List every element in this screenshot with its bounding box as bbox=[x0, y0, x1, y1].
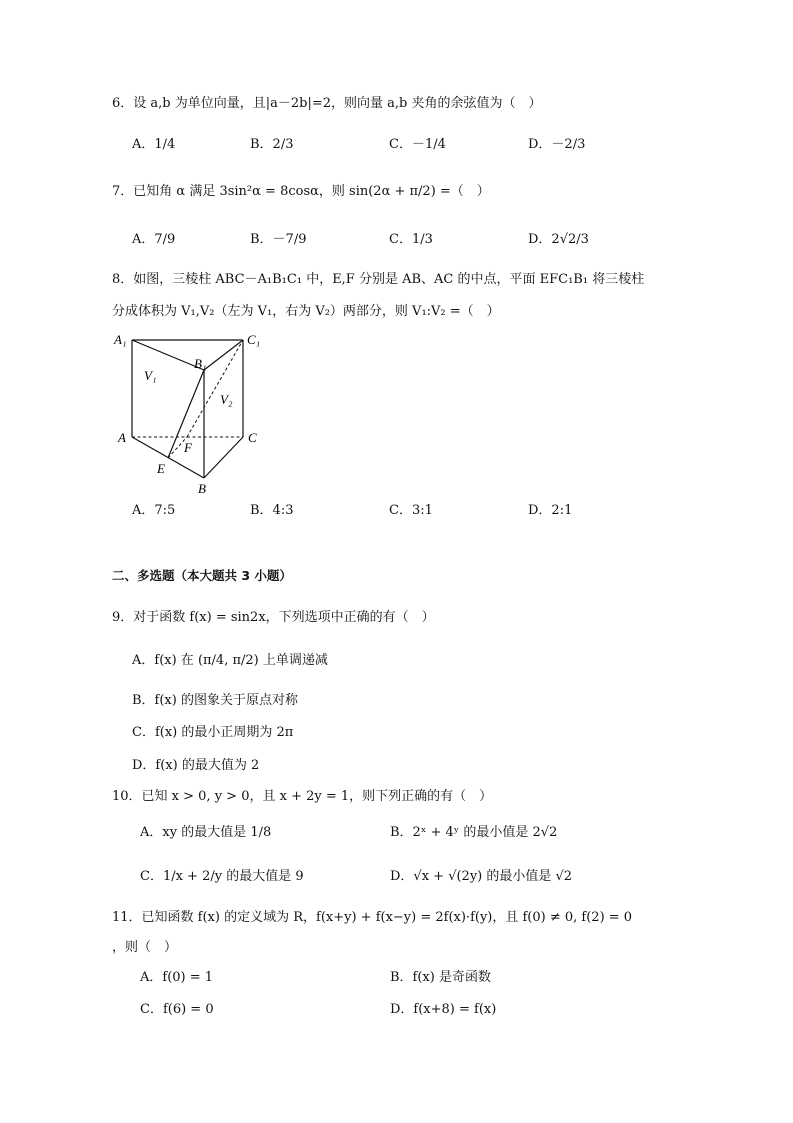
section-heading-multiple-choice: 二、多选题（本大题共 3 小题） bbox=[112, 568, 292, 583]
label-a1: A₁ bbox=[114, 332, 127, 347]
prism-figure bbox=[110, 328, 270, 498]
q10-option-c: C．1/x + 2/y 的最大值是 9 bbox=[140, 869, 304, 884]
q11-option-a: A．f(0) = 1 bbox=[140, 970, 214, 985]
q10-option-a: A．xy 的最大值是 1/8 bbox=[140, 825, 272, 840]
q6-option-a: A．1/4 bbox=[132, 137, 176, 152]
label-v1: V₁ bbox=[144, 368, 157, 383]
q9-option-a: A．f(x) 在 (π/4, π/2) 上单调递减 bbox=[132, 653, 328, 668]
q7-option-d: D．2√2/3 bbox=[528, 232, 589, 247]
q11-stem-line2: ，则（ ） bbox=[112, 940, 178, 955]
q7-stem: 7．已知角 α 满足 3sin²α = 8cosα，则 sin(2α + π/2) =（ ） bbox=[112, 184, 490, 199]
q11-stem-line1: 11．已知函数 f(x) 的定义域为 R，f(x+y) + f(x−y) = 2f(x)·f(y)，且 f(0) ≠ 0, f(2) = 0 bbox=[112, 910, 633, 925]
q8-stem-line1: 8．如图，三棱柱 ABC－A₁B₁C₁ 中，E,F 分别是 AB、AC 的中点，平面 EFC₁B₁ 将三棱柱 bbox=[112, 272, 645, 287]
q8-option-b: B．4:3 bbox=[250, 503, 294, 518]
q8-stem-line2: 分成体积为 V₁,V₂（左为 V₁，右为 V₂）两部分，则 V₁:V₂ =（ ） bbox=[112, 304, 500, 319]
q10-option-b: B．2ˣ + 4ʸ 的最小值是 2√2 bbox=[390, 825, 558, 840]
q6-stem: 6．设 a,b 为单位向量，且|a－2b|=2，则向量 a,b 夹角的余弦值为（ ） bbox=[112, 96, 542, 111]
q6-option-b: B．2/3 bbox=[250, 137, 294, 152]
label-c1: C₁ bbox=[247, 332, 261, 347]
q9-option-b: B．f(x) 的图象关于原点对称 bbox=[132, 693, 298, 708]
q11-option-c: C．f(6) = 0 bbox=[140, 1002, 214, 1017]
q9-stem: 9．对于函数 f(x) = sin2x，下列选项中正确的有（ ） bbox=[112, 610, 435, 625]
label-f: F bbox=[184, 440, 192, 455]
q9-option-d: D．f(x) 的最大值为 2 bbox=[132, 758, 260, 773]
q10-stem: 10．已知 x > 0, y > 0，且 x + 2y = 1，则下列正确的有（ ） bbox=[112, 789, 493, 804]
q6-option-c: C．－1/4 bbox=[389, 137, 446, 152]
label-b1: B₁ bbox=[194, 356, 207, 371]
q7-option-a: A．7/9 bbox=[132, 232, 176, 247]
q9-option-c: C．f(x) 的最小正周期为 2π bbox=[132, 725, 294, 740]
q7-option-c: C．1/3 bbox=[389, 232, 433, 247]
q8-option-a: A．7:5 bbox=[132, 503, 176, 518]
label-e: E bbox=[157, 461, 165, 476]
q7-option-b: B．－7/9 bbox=[250, 232, 307, 247]
q11-option-d: D．f(x+8) = f(x) bbox=[390, 1002, 497, 1017]
q8-option-c: C．3:1 bbox=[389, 503, 433, 518]
q11-option-b: B．f(x) 是奇函数 bbox=[390, 970, 491, 985]
q6-option-d: D．－2/3 bbox=[528, 137, 586, 152]
q8-option-d: D．2:1 bbox=[528, 503, 573, 518]
q10-option-d: D．√x + √(2y) 的最小值是 √2 bbox=[390, 869, 573, 884]
label-a: A bbox=[118, 430, 126, 445]
label-v2: V₂ bbox=[220, 392, 233, 407]
label-b: B bbox=[198, 481, 206, 496]
label-c: C bbox=[248, 430, 257, 445]
